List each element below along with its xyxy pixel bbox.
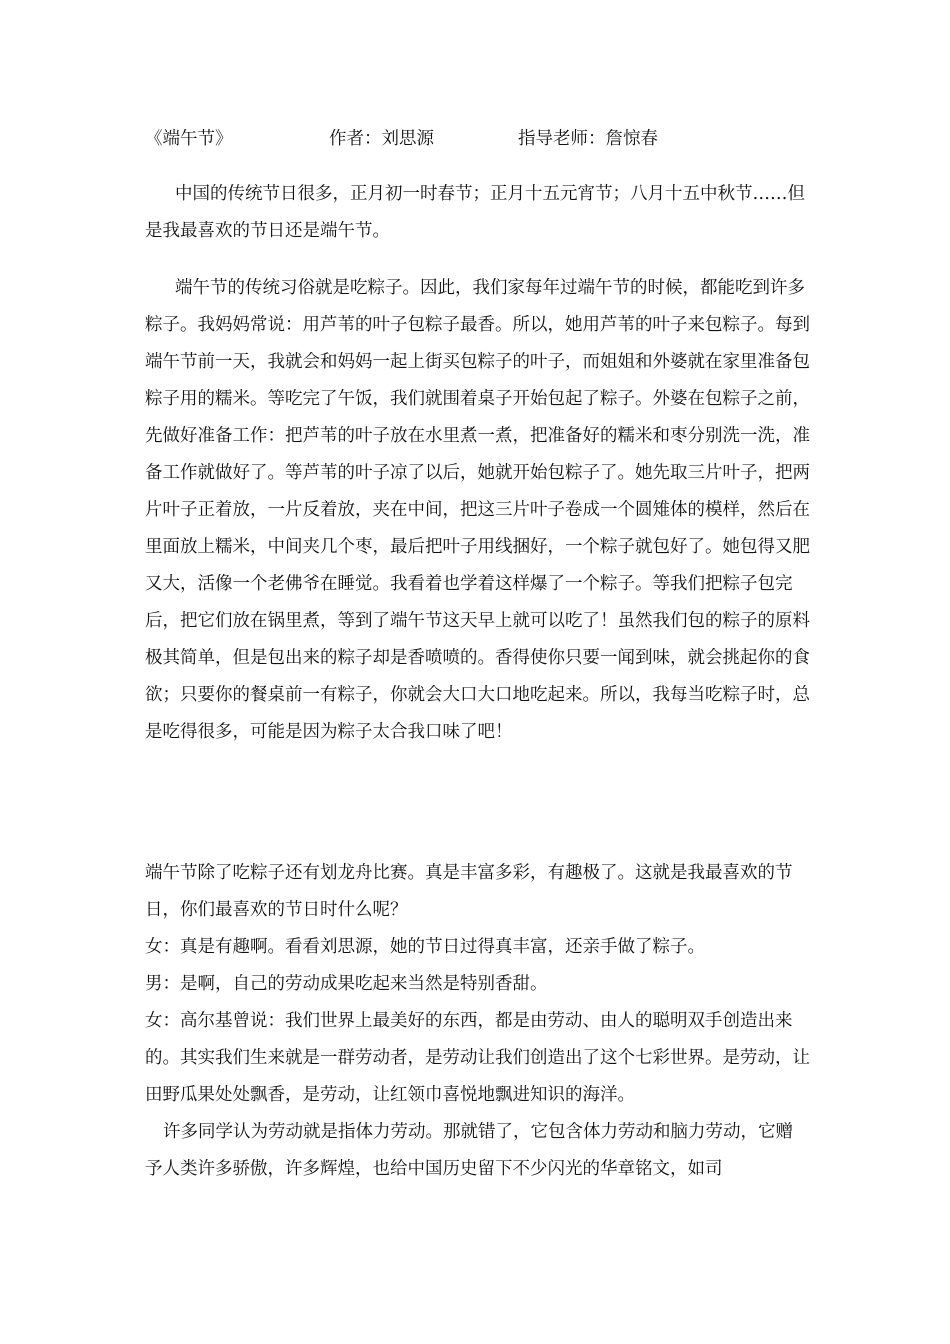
document-header bbox=[145, 124, 825, 154]
zongzi-paragraph: 端午节的传统习俗就是吃粽子。因此，我们家每年过端午节的时候，都能吃到许多粽子。我妈妈常说：用芦苇的叶子包粽子最香。所以，她用芦苇的叶子来包粽子。每到端午节前一天，我就会和妈妈一起上街买包粽子的叶子，而姐姐和外婆就在家里准备包粽子用的糯米。等吃完了午饭，我们就围着桌子开始包起了粽子。外婆在包粽子之前，先做好准备工作：把芦苇的叶子放在水里煮一煮，把准备好的糯米和枣分别洗一洗，准备工作就做好了。等芦苇的叶子凉了以后，她就开始包粽子了。她先取三片叶子，把两片叶子正着放，一片反着放，夹在中间，把这三片叶子卷成一个圆雉体的模样，然后在里面放上糯米，中间夹几个枣，最后把叶子用线捆好，一个粽子就包好了。她包得又肥又大，活像一个老佛爷在睡觉。我看着也学着这样爆了一个粽子。等我们把粽子包完后，把它们放在锅里煮，等到了端午节这天早上就可以吃了！虽然我们包的粽子的原料极其简单，但是包出来的粽子却是香喷喷的。香得使你只要一闻到味，就会挑起你的食欲；只要你的餐桌前一有粽子，你就会大口大口地吃起来。所以，我每当吃粽子时，总是吃得很多，可能是因为粽子太合我口味了吧！ bbox=[145, 278, 810, 742]
dialogue-line-female-2: 女：高尔基曾说：我们世界上最美好的东西，都是由劳动、由人的聪明双手创造出来的。其实我们生来就是一群劳动者，是劳动让我们创造出了这个七彩世界。是劳动，让田野瓜果处处飘香，是劳动，让红领巾喜悦地飘进知识的海洋。 bbox=[145, 1011, 810, 1105]
dragon-boat-paragraph: 端午节除了吃粽子还有划龙舟比赛。真是丰富多彩，有趣极了。这就是我最喜欢的节日，你们最喜欢的节日时什么呢？ bbox=[145, 863, 793, 920]
dialogue-line-male-1: 男：是啊，自己的劳动成果吃起来当然是特别香甜。 bbox=[145, 974, 548, 994]
labor-paragraph: 许多同学认为劳动就是指体力劳动。那就错了，它包含体力劳动和脑力劳动，它赠予人类许多骄傲，许多辉煌，也给中国历史留下不少闪光的华章铭文，如司 bbox=[145, 1122, 793, 1179]
dialogue-line-female-1: 女：真是有趣啊。看看刘思源，她的节日过得真丰富，还亲手做了粽子。 bbox=[145, 937, 705, 957]
intro-paragraph: 中国的传统节日很多，正月初一时春节；正月十五元宵节；八月十五中秋节……但是我最喜欢的节日还是端午节。 bbox=[145, 184, 805, 241]
author-line: 作者：刘思源 bbox=[329, 129, 434, 149]
teacher-line: 指导老师：詹惊春 bbox=[518, 129, 658, 149]
essay-title: 《端午节》 bbox=[145, 129, 233, 149]
